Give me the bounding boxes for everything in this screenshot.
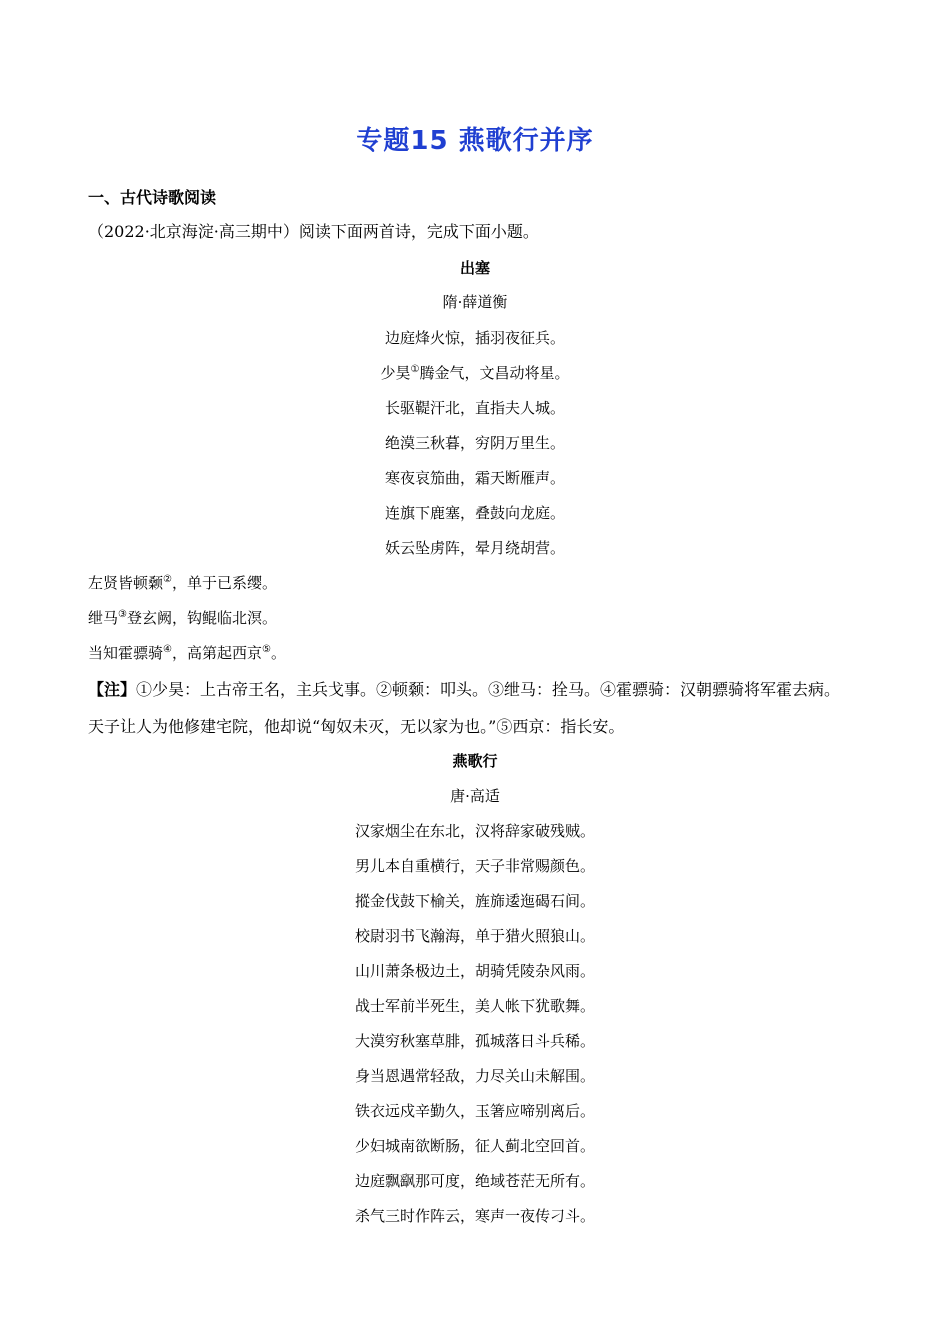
poem1-note-line-1: 【注】①少昊：上古帝王名，主兵戈事。②顿颡：叩头。③绁马：拴马。④霍骠骑：汉朝骠骑将军霍去病。 — [88, 680, 841, 699]
poem2-author: 唐·高适 — [450, 787, 500, 805]
page-title: 专题15 燕歌行并序 — [356, 126, 594, 156]
poem1-title: 出塞 — [459, 259, 490, 277]
poem2-line-7: 大漠穷秋塞草腓，孤城落日斗兵稀。 — [354, 1032, 595, 1050]
poem1-line-7: 妖云坠虏阵，晕月绕胡营。 — [384, 539, 565, 557]
poem1-line-6: 连旗下鹿塞，叠鼓向龙庭。 — [384, 504, 565, 522]
poem2-line-10: 少妇城南欲断肠，征人蓟北空回首。 — [354, 1137, 595, 1155]
section-heading: 一、古代诗歌阅读 — [88, 188, 217, 207]
poem2-line-12: 杀气三时作阵云，寒声一夜传刁斗。 — [354, 1207, 595, 1225]
poem1-author: 隋·薛道衡 — [442, 293, 508, 311]
poem1-line-3: 长驱鞮汗北，直指夫人城。 — [384, 399, 565, 417]
poem2-line-6: 战士军前半死生，美人帐下犹歌舞。 — [354, 997, 595, 1015]
poem2-title: 燕歌行 — [452, 752, 498, 770]
poem2-line-9: 铁衣远戍辛勤久，玉箸应啼别离后。 — [354, 1102, 595, 1120]
poem2-line-2: 男儿本自重横行，天子非常赐颜色。 — [354, 857, 595, 875]
poem2-line-3: 摐金伐鼓下榆关，旌旆逶迤碣石间。 — [354, 892, 595, 910]
poem2-line-1: 汉家烟尘在东北，汉将辞家破残贼。 — [354, 822, 595, 840]
poem1-note-line-2: 天子让人为他修建宅院，他却说“匈奴未灭，无以家为也。”⑤西京：指长安。 — [88, 717, 625, 736]
poem1-left-line-3: 当知霍骠骑④，高第起西京⑤。 — [88, 644, 286, 662]
poem1-left-line-2: 绁马③登玄阙，钩鲲临北溟。 — [88, 609, 277, 627]
poem1-line-1: 边庭烽火惊，插羽夜征兵。 — [384, 329, 565, 347]
poem1-line-2: 少昊①腾金气，文昌动将星。 — [380, 364, 570, 382]
poem2-line-5: 山川萧条极边土，胡骑凭陵杂风雨。 — [354, 962, 595, 980]
poem2-line-11: 边庭飘飖那可度，绝域苍茫无所有。 — [354, 1172, 595, 1190]
poem2-line-8: 身当恩遇常轻敌，力尽关山未解围。 — [354, 1067, 595, 1085]
poem1-line-5: 寒夜哀笳曲，霜天断雁声。 — [384, 469, 565, 487]
intro-text: （2022·北京海淀·高三期中）阅读下面两首诗，完成下面小题。 — [88, 222, 539, 241]
poem1-left-line-1: 左贤皆顿颡②，单于已系缨。 — [88, 574, 277, 592]
poem1-line-4: 绝漠三秋暮，穷阴万里生。 — [384, 434, 565, 452]
poem2-line-4: 校尉羽书飞瀚海，单于猎火照狼山。 — [354, 927, 595, 945]
